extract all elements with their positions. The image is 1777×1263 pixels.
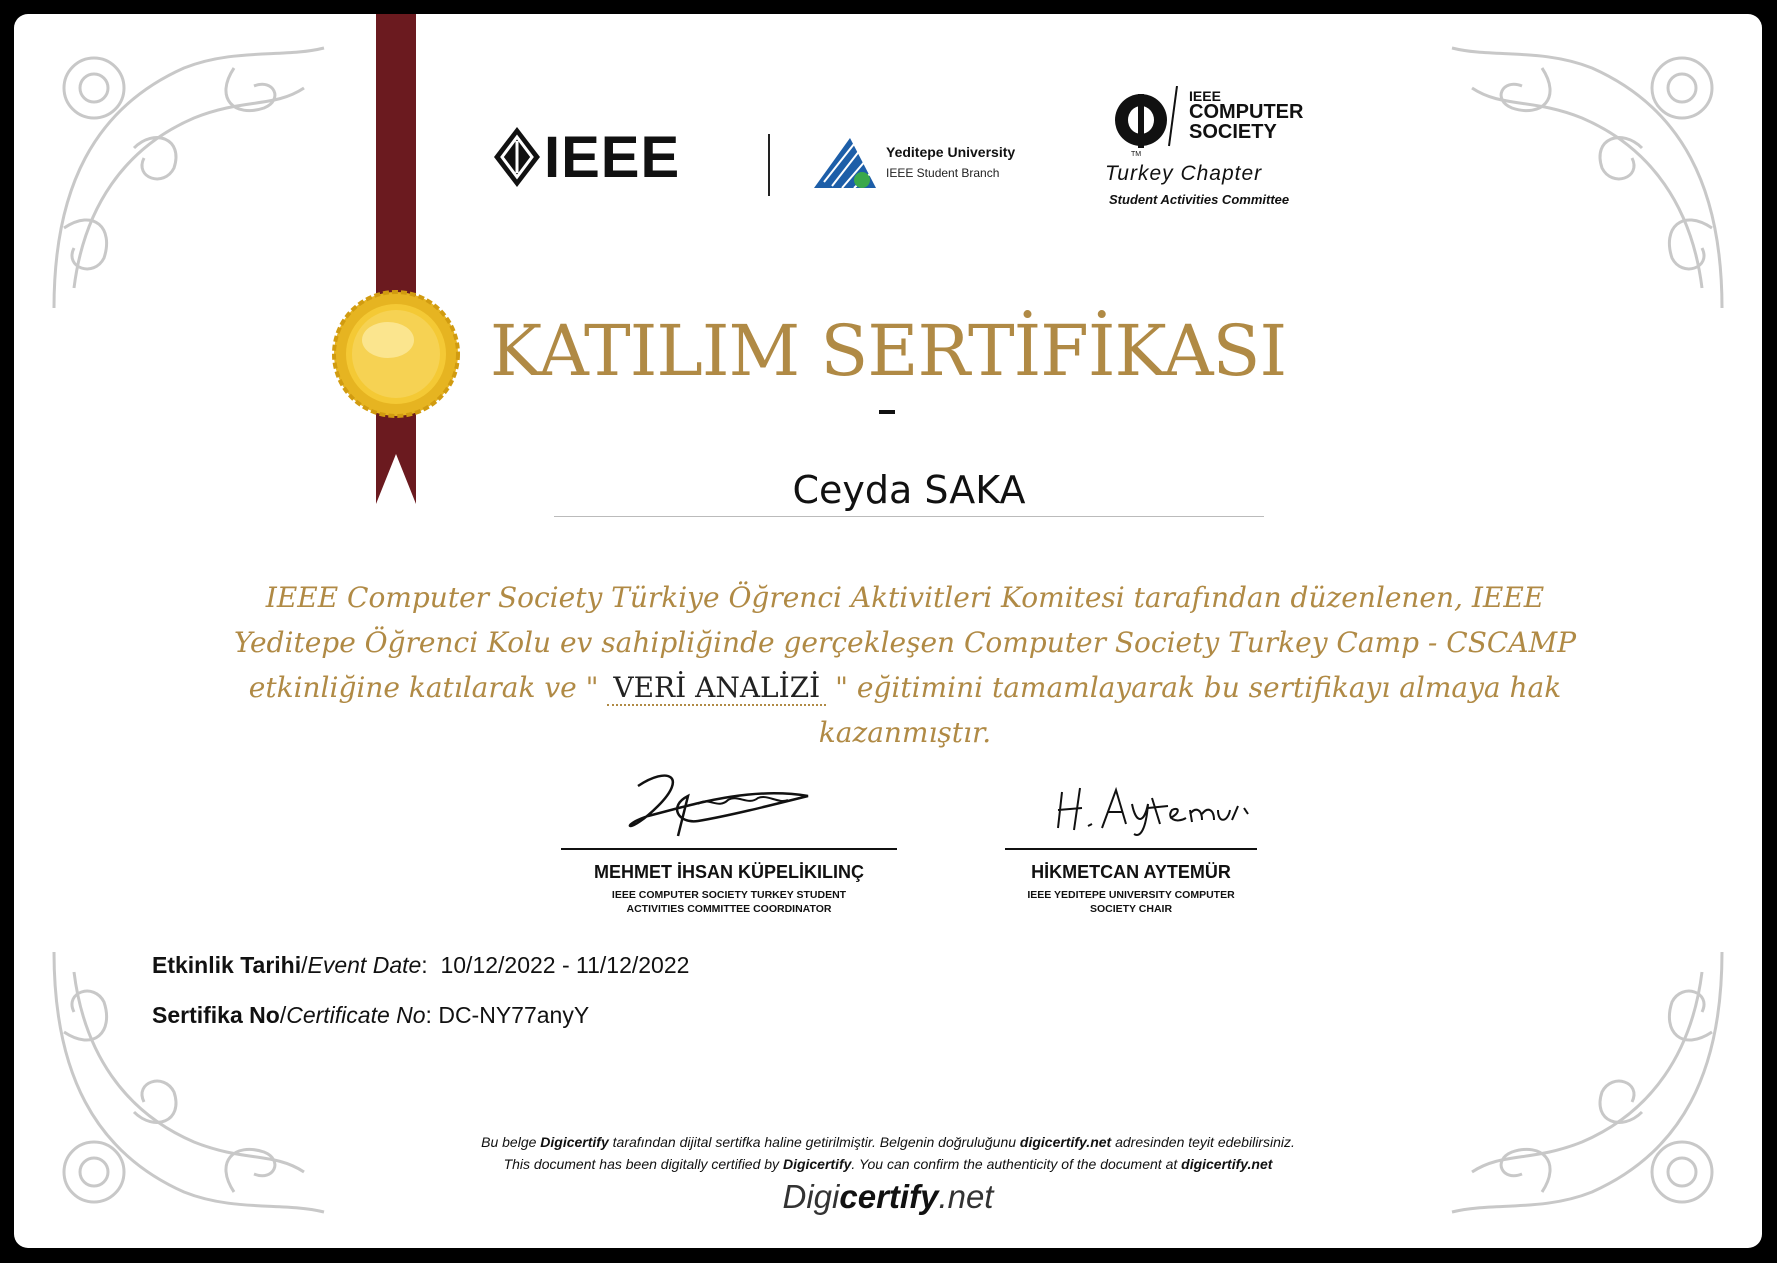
event-date-value: 10/12/2022 - 11/12/2022 (440, 952, 690, 978)
trademark: TM (1131, 151, 1142, 156)
footer-tr-brand: Digicertify (540, 1134, 609, 1150)
event-date-row: Etkinlik Tarihi/Event Date: 10/12/2022 - 11/12/2022 (152, 952, 690, 978)
logo-bar (14, 72, 1762, 207)
phi-icon (1109, 86, 1185, 156)
certificate-title: KATILIM SERTİFİKASI (489, 310, 1287, 392)
signature-line-2 (1005, 848, 1257, 850)
yeditepe-sub: IEEE Student Branch (886, 166, 1000, 180)
body-line-3-pre: etkinliğine katılarak ve " (248, 671, 599, 704)
footer-tr-b: tarafından dijital sertifka haline getirilmiştir. Belgenin doğruluğunu (608, 1134, 1020, 1150)
ieee-diamond-icon (494, 127, 540, 187)
body-line-2: Yeditepe Öğrenci Kolu ev sahipliğinde gerçekleşen Computer Society Turkey Camp - CSCAMP (233, 626, 1577, 659)
footer-tr-c: adresinden teyit edebilirsiniz. (1111, 1134, 1295, 1150)
certificate-no-value: DC-NY77anyY (438, 1002, 590, 1028)
body-line-3-post: " eğitimini tamamlayarak bu sertifikayı almaya hak (835, 671, 1562, 704)
yeditepe-triangle-icon (814, 138, 876, 190)
footer-line-tr (14, 1134, 1762, 1150)
certificate-page (14, 14, 1762, 1248)
footer-en-b: . You can confirm the authenticity of the document at (851, 1156, 1182, 1172)
body-line-3 (210, 665, 1600, 710)
brand-digi: Digi (782, 1178, 840, 1215)
signer-title-1-line-2: ACTIVITIES COMMITTEE COORDINATOR (626, 903, 832, 915)
footer-tr-a: Bu belge (481, 1134, 541, 1150)
brand-net: .net (938, 1178, 994, 1215)
signature-kupelikilinc (608, 766, 814, 846)
cert-label-en: Certificate No (286, 1002, 426, 1028)
footer-tr-site[interactable]: digicertify.net (1019, 1134, 1112, 1150)
footer-en-brand: Digicertify (782, 1156, 852, 1172)
title-dash (879, 410, 895, 414)
cs-committee: Student Activities Committee (1109, 192, 1290, 207)
recipient-name: Ceyda SAKA (792, 468, 1026, 512)
signer-title-2-line-1: IEEE YEDITEPE UNIVERSITY COMPUTER (1027, 889, 1235, 901)
cs-society: SOCIETY (1189, 121, 1277, 143)
yeditepe-name: Yeditepe University (886, 144, 1016, 160)
event-label-en: Event Date (307, 952, 422, 978)
signature-aytemur (1052, 784, 1252, 840)
footer-en-a: This document has been digitally certified by (503, 1156, 783, 1172)
footer-line-en (14, 1156, 1762, 1172)
signer-title-1 (561, 888, 897, 916)
yeditepe-logo (814, 138, 1024, 198)
cert-label-sep: / (279, 1002, 287, 1028)
signer-title-1-line-1: IEEE COMPUTER SOCIETY TURKEY STUDENT (611, 889, 847, 901)
ieee-logo-text: IEEE (544, 124, 681, 190)
cs-ieee: IEEE (1189, 88, 1221, 104)
cs-chapter: Turkey Chapter (1105, 162, 1263, 185)
certificate-no-row: Sertifika No/Certificate No: DC-NY77anyY (152, 1002, 590, 1028)
cert-label-tr: Sertifika No (152, 1002, 280, 1028)
recipient-underline (554, 516, 1264, 517)
signer-title-2-line-2: SOCIETY CHAIR (1089, 903, 1173, 915)
signer-name-1: MEHMET İHSAN KÜPELİKILINÇ (594, 862, 864, 882)
signer-name-2: HİKMETCAN AYTEMÜR (1031, 862, 1231, 882)
ieee-logo (494, 122, 680, 192)
cs-computer: COMPUTER (1189, 101, 1304, 123)
body-line-4: kazanmıştır. (818, 716, 992, 749)
logo-divider (768, 134, 770, 196)
event-label-tr: Etkinlik Tarihi (152, 952, 302, 978)
signer-title-2 (1005, 888, 1257, 916)
brand-certify: certify (839, 1178, 939, 1215)
event-label-sep: / (301, 952, 308, 978)
course-name: VERİ ANALİZİ (607, 671, 826, 706)
signature-line-1 (561, 848, 897, 850)
footer-en-site[interactable]: digicertify.net (1181, 1156, 1273, 1172)
body-line-1: IEEE Computer Society Türkiye Öğrenci Aktivitleri Komitesi tarafından düzenlenen, IEEE (265, 581, 1545, 614)
digicertify-logo (14, 1178, 1762, 1216)
certificate-body (210, 575, 1600, 755)
computer-society-logo (1099, 86, 1339, 206)
